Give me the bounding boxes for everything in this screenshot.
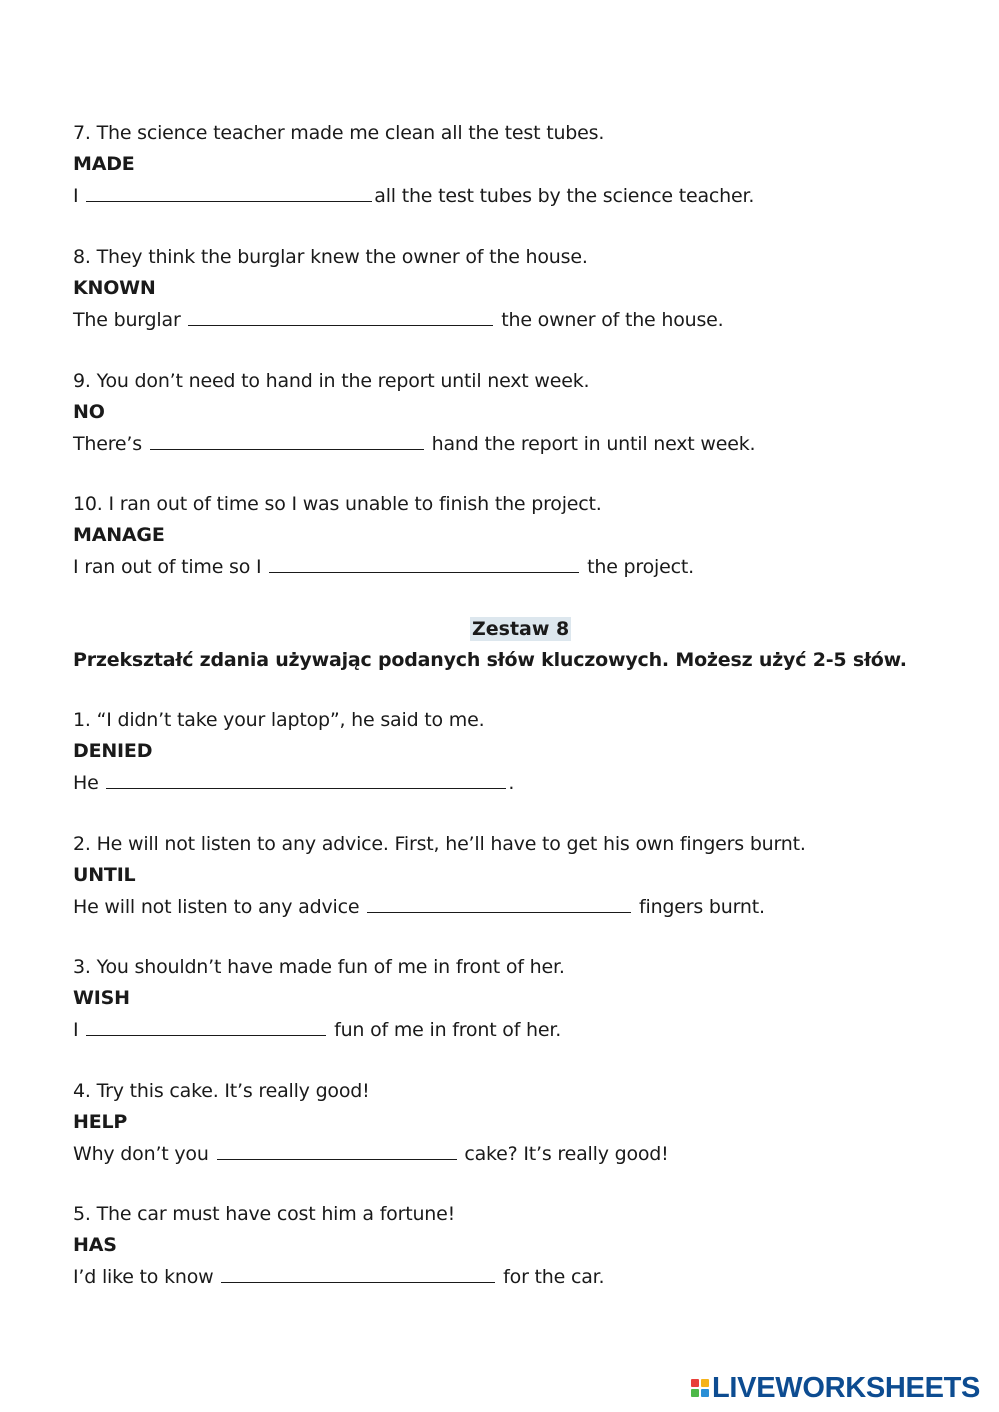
exercise-3-keyword: WISH (73, 987, 130, 1009)
exercise-9-sentence (73, 431, 755, 456)
exercise-8-keyword: KNOWN (73, 277, 156, 299)
exercise-10-sentence (73, 554, 694, 579)
sentence-start: I’d like to know (73, 1266, 220, 1288)
answer-blank-1[interactable] (106, 770, 506, 789)
sentence-end: the owner of the house. (495, 309, 724, 331)
sentence-end: cake? It’s really good! (458, 1143, 669, 1165)
sentence-start: There’s (73, 433, 148, 455)
answer-blank-4[interactable] (217, 1141, 457, 1160)
exercise-2-prompt: 2. He will not listen to any advice. First, he’ll have to get his own fingers burnt. (73, 833, 806, 855)
exercise-4-keyword: HELP (73, 1111, 128, 1133)
exercise-1-sentence (73, 770, 514, 795)
exercise-5-keyword: HAS (73, 1234, 117, 1256)
answer-blank-7[interactable] (86, 183, 372, 202)
exercise-10-prompt: 10. I ran out of time so I was unable to finish the project. (73, 493, 602, 515)
logo-square-green (691, 1389, 699, 1397)
exercise-5-sentence (73, 1264, 604, 1289)
exercise-2-keyword: UNTIL (73, 864, 136, 886)
exercise-9-keyword: NO (73, 401, 105, 423)
sentence-start: Why don’t you (73, 1143, 215, 1165)
exercise-8-sentence (73, 307, 724, 332)
logo-mark-icon (691, 1379, 709, 1397)
logo-square-blue (701, 1389, 709, 1397)
sentence-end: fun of me in front of her. (328, 1019, 562, 1041)
sentence-start: I ran out of time so I (73, 556, 268, 578)
liveworksheets-logo (691, 1373, 980, 1403)
sentence-start: He (73, 772, 105, 794)
exercise-1-prompt: 1. “I didn’t take your laptop”, he said to me. (73, 709, 485, 731)
sentence-end: the project. (581, 556, 694, 578)
exercise-7-sentence (73, 183, 754, 208)
logo-text: LIVEWORKSHEETS (712, 1371, 981, 1404)
section-heading: Zestaw 8 (472, 618, 570, 640)
exercise-8-prompt: 8. They think the burglar knew the owner of the house. (73, 246, 588, 268)
answer-blank-2[interactable] (367, 894, 631, 913)
exercise-9-prompt: 9. You don’t need to hand in the report until next week. (73, 370, 590, 392)
logo-square-red (691, 1379, 699, 1387)
answer-blank-10[interactable] (269, 554, 579, 573)
exercise-10-keyword: MANAGE (73, 524, 165, 546)
answer-blank-8[interactable] (188, 307, 493, 326)
sentence-end: . (508, 772, 515, 794)
exercise-3-prompt: 3. You shouldn’t have made fun of me in front of her. (73, 956, 565, 978)
sentence-start: I (73, 185, 85, 207)
exercise-2-sentence (73, 894, 765, 919)
exercise-7-keyword: MADE (73, 153, 135, 175)
sentence-end: hand the report in until next week. (425, 433, 756, 455)
exercise-4-sentence (73, 1141, 669, 1166)
exercise-7-prompt: 7. The science teacher made me clean all the test tubes. (73, 122, 605, 144)
sentence-start: The burglar (73, 309, 187, 331)
logo-square-yellow (701, 1379, 709, 1387)
answer-blank-3[interactable] (86, 1017, 326, 1036)
exercise-5-prompt: 5. The car must have cost him a fortune! (73, 1203, 456, 1225)
instruction-text: Przekształć zdania używając podanych słów kluczowych. Możesz użyć 2-5 słów. (73, 649, 907, 671)
exercise-3-sentence (73, 1017, 561, 1042)
sentence-end: for the car. (497, 1266, 605, 1288)
exercise-1-keyword: DENIED (73, 740, 153, 762)
answer-blank-9[interactable] (150, 431, 424, 450)
sentence-start: I (73, 1019, 85, 1041)
answer-blank-5[interactable] (221, 1264, 495, 1283)
sentence-start: He will not listen to any advice (73, 896, 366, 918)
sentence-end: fingers burnt. (633, 896, 765, 918)
sentence-end: all the test tubes by the science teacher. (374, 185, 755, 207)
exercise-4-prompt: 4. Try this cake. It’s really good! (73, 1080, 370, 1102)
